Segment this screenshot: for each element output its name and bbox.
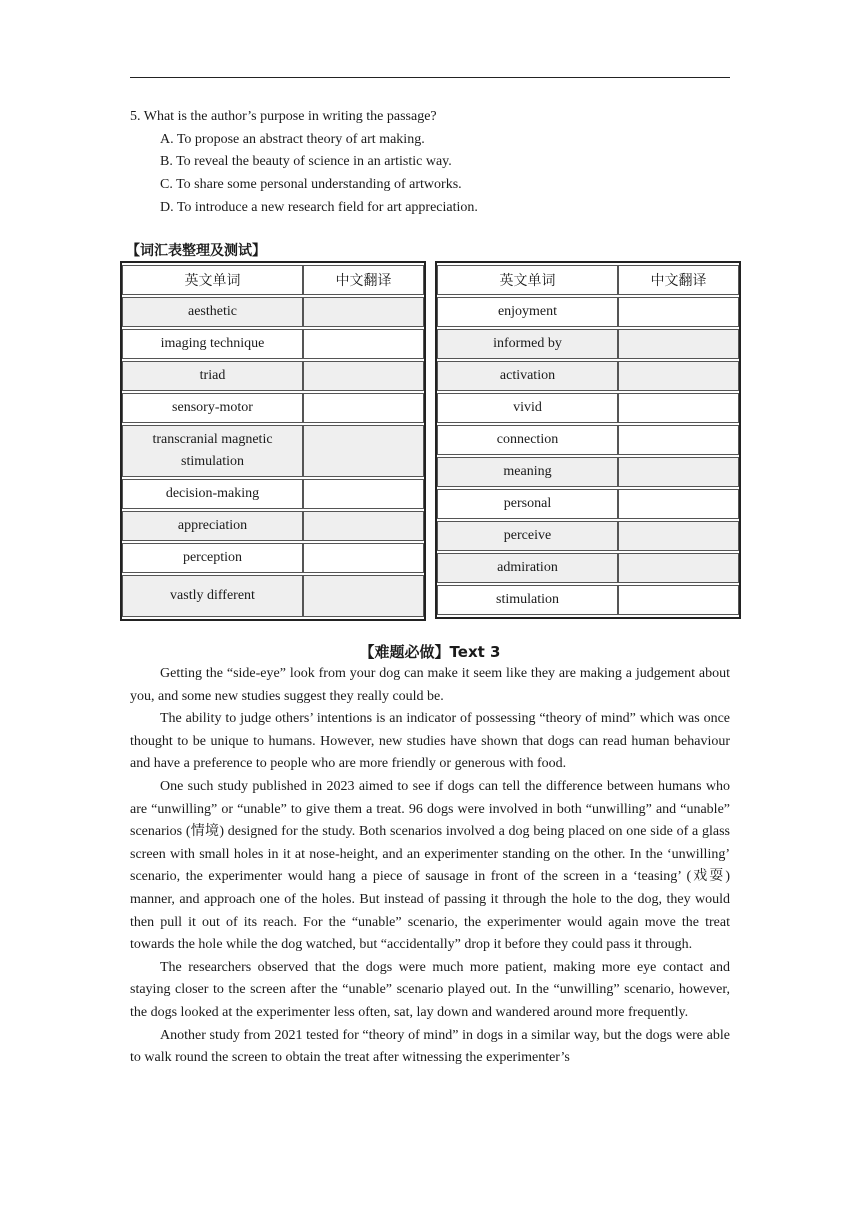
translation-blank[interactable] bbox=[303, 393, 424, 423]
vocab-word: perceive bbox=[437, 521, 618, 551]
translation-blank[interactable] bbox=[303, 543, 424, 573]
question-5 bbox=[130, 106, 730, 220]
header-chinese: 中文翻译 bbox=[303, 265, 424, 295]
header-chinese: 中文翻译 bbox=[618, 265, 739, 295]
translation-blank[interactable] bbox=[303, 425, 424, 477]
translation-blank[interactable] bbox=[303, 575, 424, 617]
paragraph-3: One such study published in 2023 aimed to see if dogs can tell the difference between humans who are “unwilling” or “unable” to give them a treat. 96 dogs were involved in both “unwilling” and “unable” scenarios (情境) designed for the study. Both scenarios involved a dog being placed on one side of a glass screen with small holes in it at nose-height, and an experimenter standing on the other. In the ‘unwilling’ scenario, the experimenter would hang a piece of sausage in front of the screen in a ‘teasing’ (戏耍) manner, and approach one of the holes. But instead of passing it through the hole to the dog, they would then pull it out of its reach. For the “unable” scenario, the experimenter would again move the treat towards the hole while the dog watched, but “accidentally” drop it before they could pass it through. bbox=[130, 778, 730, 953]
vocab-section-title: 【词汇表整理及测试】 bbox=[126, 243, 266, 259]
vocab-word: informed by bbox=[437, 329, 618, 359]
text3-article bbox=[130, 663, 730, 1070]
paragraph-1: Getting the “side-eye” look from your dog can make it seem like they are making a judgement about you, and some new studies suggest they really could be. bbox=[130, 666, 730, 704]
vocab-word: meaning bbox=[437, 457, 618, 487]
question-stem: 5. What is the author’s purpose in writing the passage? bbox=[130, 109, 437, 124]
vocab-word: vastly different bbox=[122, 575, 303, 617]
translation-blank[interactable] bbox=[618, 585, 739, 615]
paragraph-5: Another study from 2021 tested for “theory of mind” in dogs in a similar way, but the dogs were able to walk round the screen to obtain the treat after witnessing the experimenter’s bbox=[130, 1027, 730, 1066]
translation-blank[interactable] bbox=[303, 329, 424, 359]
translation-blank[interactable] bbox=[618, 297, 739, 327]
vocab-word: activation bbox=[437, 361, 618, 391]
vocab-word: sensory-motor bbox=[122, 393, 303, 423]
translation-blank[interactable] bbox=[618, 361, 739, 391]
translation-blank[interactable] bbox=[303, 297, 424, 327]
translation-blank[interactable] bbox=[618, 489, 739, 519]
translation-blank[interactable] bbox=[303, 361, 424, 391]
translation-blank[interactable] bbox=[618, 329, 739, 359]
vocab-word: enjoyment bbox=[437, 297, 618, 327]
option-b: B. To reveal the beauty of science in an artistic way. bbox=[160, 154, 452, 170]
vocab-word: imaging technique bbox=[122, 329, 303, 359]
vocab-word: decision-making bbox=[122, 479, 303, 509]
vocab-word: triad bbox=[122, 361, 303, 391]
paragraph-4: The researchers observed that the dogs were much more patient, making more eye contact and staying closer to the screen after the “unable” scenario played out. In the “unwilling” scenario, however, the dogs looked at the experimenter less often, sat, lay down and wandered around more frequently. bbox=[130, 959, 730, 1020]
translation-blank[interactable] bbox=[618, 553, 739, 583]
vocab-word: appreciation bbox=[122, 511, 303, 541]
vocab-word: admiration bbox=[437, 553, 618, 583]
option-a: A. To propose an abstract theory of art making. bbox=[160, 131, 425, 147]
translation-blank[interactable] bbox=[303, 511, 424, 541]
paragraph-2: The ability to judge others’ intentions is an indicator of possessing “theory of mind” which was once thought to be unique to humans. However, new studies have shown that dogs can read human behaviour and have a preference to people who are more friendly or generous with food. bbox=[130, 711, 730, 772]
option-d: D. To introduce a new research field for art appreciation. bbox=[160, 199, 478, 215]
vocab-word: vivid bbox=[437, 393, 618, 423]
translation-blank[interactable] bbox=[303, 479, 424, 509]
vocab-word: perception bbox=[122, 543, 303, 573]
vocab-word: stimulation bbox=[437, 585, 618, 615]
vocab-word: transcranial magnetic stimulation bbox=[122, 425, 303, 477]
vocab-table-left bbox=[120, 261, 426, 621]
vocab-table-right bbox=[435, 261, 741, 619]
option-c: C. To share some personal understanding of artworks. bbox=[160, 177, 462, 193]
translation-blank[interactable] bbox=[618, 457, 739, 487]
vocab-word: aesthetic bbox=[122, 297, 303, 327]
header-english: 英文单词 bbox=[122, 265, 303, 295]
translation-blank[interactable] bbox=[618, 521, 739, 551]
vocab-word: personal bbox=[437, 489, 618, 519]
header-english: 英文单词 bbox=[437, 265, 618, 295]
translation-blank[interactable] bbox=[618, 425, 739, 455]
translation-blank[interactable] bbox=[618, 393, 739, 423]
vocab-word: connection bbox=[437, 425, 618, 455]
text3-title: 【难题必做】Text 3 bbox=[359, 643, 501, 661]
header-rule bbox=[130, 77, 730, 78]
